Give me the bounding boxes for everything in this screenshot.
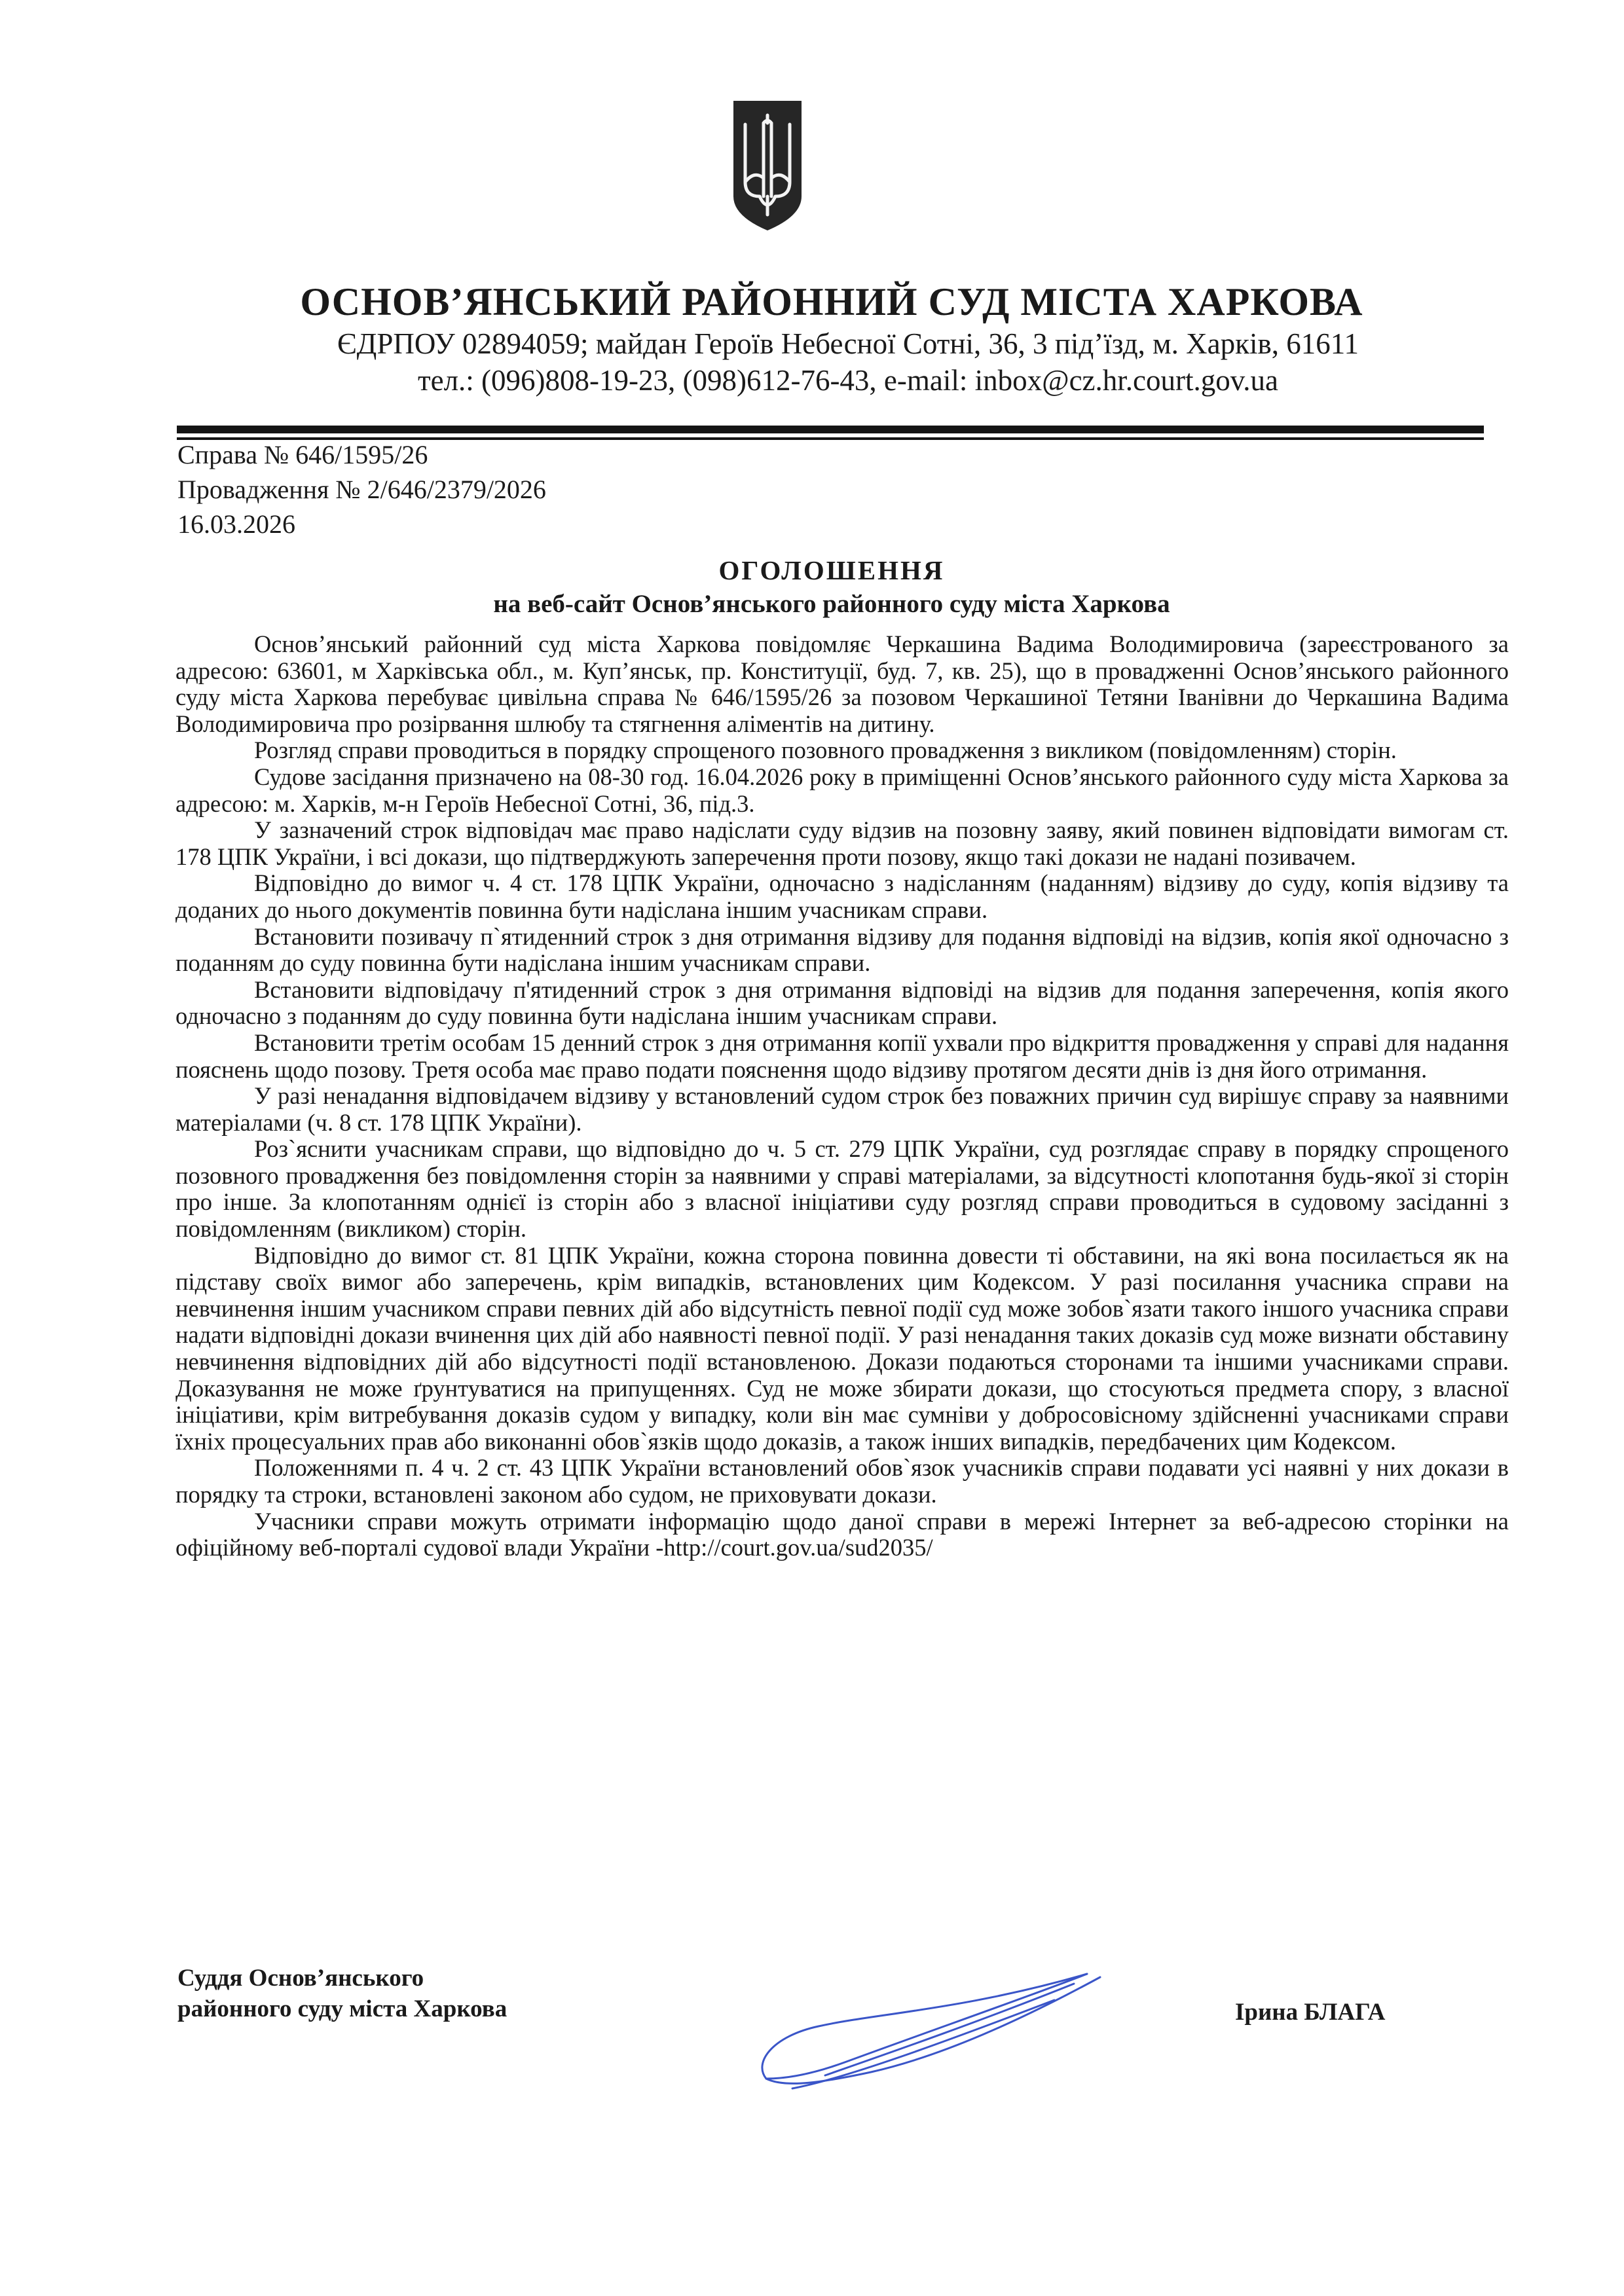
judge-position [177,1963,507,2024]
notice-heading [170,553,1493,621]
paragraph: Роз`яснити учасникам справи, що відповідно до ч. 5 ст. 279 ЦПК України, суд розглядає справу в порядку спрощеного позовного провадження без повідомлення сторін за наявними у справі матеріалами, за відсутності клопотання будь-якої зі сторін про інше. За клопотанням однієї із сторін або з власної ініціативи суду розгляд справи проводиться в судовому засіданні з повідомленням (викликом) сторін. [175,1135,1509,1243]
paragraph: Встановити третім особам 15 денний строк з дня отримання копії ухвали про відкриття провадження у справі для надання пояснень щодо позову. Третя особа має право подати пояснення щодо відзиву протягом десяти днів із дня його отримання. [175,1029,1509,1083]
notice-body [175,631,1509,1561]
paragraph: Судове засідання призначено на 08-30 год. 16.04.2026 року в приміщенні Основ’янського районного суду міста Харкова за адресою: м. Харків, м-н Героїв Небесної Сотні, 36, під.3. [175,763,1509,817]
case-number: Справа № 646/1595/26 [177,440,428,469]
judge-name: Ірина БЛАГА [1235,1999,1386,2026]
notice-subtitle: на веб-сайт Основ’янського районного суду міста Харкова [493,590,1170,618]
coat-of-arms-trident-icon [731,98,804,233]
court-name: ОСНОВ’ЯНСЬКИЙ РАЙОННИЙ СУД МІСТА ХАРКОВА [300,280,1363,323]
notice-title: ОГОЛОШЕННЯ [718,555,945,585]
paragraph: Встановити відповідачу п'ятиденний строк з дня отримання відповіді на відзив для подання заперечення, копія якого одночасно з поданням до суду повинна бути надіслана іншим учасникам справи. [175,975,1509,1030]
paragraph: Положеннями п. 4 ч. 2 ст. 43 ЦПК України встановлений обов`язок учасників справи подавати усі наявні у них докази в порядку та строки, встановлені законом або судом, не приховувати докази. [175,1454,1509,1508]
paragraph: У зазначений строк відповідач має право надіслати суду відзив на позовну заяву, який повинен відповідати вимогам ст. 178 ЦПК України, і всі докази, що підтверджують заперечення проти позову, якщо такі докази не надані позивачем. [175,816,1509,870]
court-contacts: тел.: (096)808-19-23, (098)612-76-43, e-mail: inbox@cz.hr.court.gov.ua [417,364,1279,397]
paragraph: У разі ненадання відповідачем відзиву у встановлений судом строк без поважних причин суд вирішує справу за наявними матеріалами (ч. 8 ст. 178 ЦПК України). [175,1082,1509,1136]
header-divider-thick [177,426,1484,433]
court-address: ЄДРПОУ 02894059; майдан Героїв Небесної Сотні, 36, 3 під’їзд, м. Харків, 61611 [337,327,1359,360]
judge-position-line2: районного суду міста Харкова [177,1995,507,2022]
paragraph: Основ’янський районний суд міста Харкова повідомляє Черкашина Вадима Володимировича (зареєстрованого за адресою: 63601, м Харківська обл., м. Куп’янськ, пр. Конституції, буд. 7, кв. 25), що в провадженні Основ’янського районного суду міста Харкова перебуває цивільна справа № 646/1595/26 за позовом Черкашиної Тетяни Іванівни до Черкашина Вадима Володимировича про розірвання шлюбу та стягнення аліментів на дитину. [175,630,1509,737]
handwritten-signature [747,1964,1113,2108]
document-date: 16.03.2026 [177,509,295,539]
paragraph: Встановити позивачу п`ятиденний строк з дня отримання відзиву для подання відповіді на відзив, копія якої одночасно з поданням до суду повинна бути надіслана іншим учасникам справи. [175,922,1509,977]
case-details [177,437,546,541]
judge-position-line1: Суддя Основ’янського [177,1965,424,1992]
paragraph: Відповідно до вимог ч. 4 ст. 178 ЦПК України, одночасно з надісланням (наданням) відзиву до суду, копія відзиву та доданих до нього документів повинна бути надіслана іншим учасникам справи. [175,869,1509,923]
paragraph: Розгляд справи проводиться в порядку спрощеного позовного провадження з викликом (повідомленням) сторін. [254,737,1397,764]
proceeding-number: Провадження № 2/646/2379/2026 [177,475,546,504]
paragraph: Учасники справи можуть отримати інформацію щодо даної справи в мережі Інтернет за веб-адресою сторінки на офіційному веб-порталі судової влади України -http://court.gov.ua/sud2035/ [175,1507,1509,1561]
paragraph: Відповідно до вимог ст. 81 ЦПК України, кожна сторона повинна довести ті обставини, на які вона посилається як на підставу своїх вимог або заперечень, крім випадків, встановлених цим Кодексом. У разі посилання учасника справи на невчинення іншим учасником справи певних дій або відсутність певної події суд може зобов`язати такого іншого учасника справи надати відповідні докази вчинення цих дій або наявності певної події. У разі ненадання таких доказів суд може визнати обставину невчинення відповідних дій або відсутності події встановленою. Докази подаються сторонами та іншими учасниками справи. Доказування не може ґрунтуватися на припущеннях. Суд не може збирати докази, що стосуються предмета спору, з власної ініціативи, крім витребування доказів судом у випадку, коли він має сумніви у добросовісному здійсненні учасниками справи їхніх процесуальних прав або виконанні обов`язків щодо доказів, а також інших випадків, передбачених цим Кодексом. [175,1241,1509,1455]
court-header [0,278,1624,399]
